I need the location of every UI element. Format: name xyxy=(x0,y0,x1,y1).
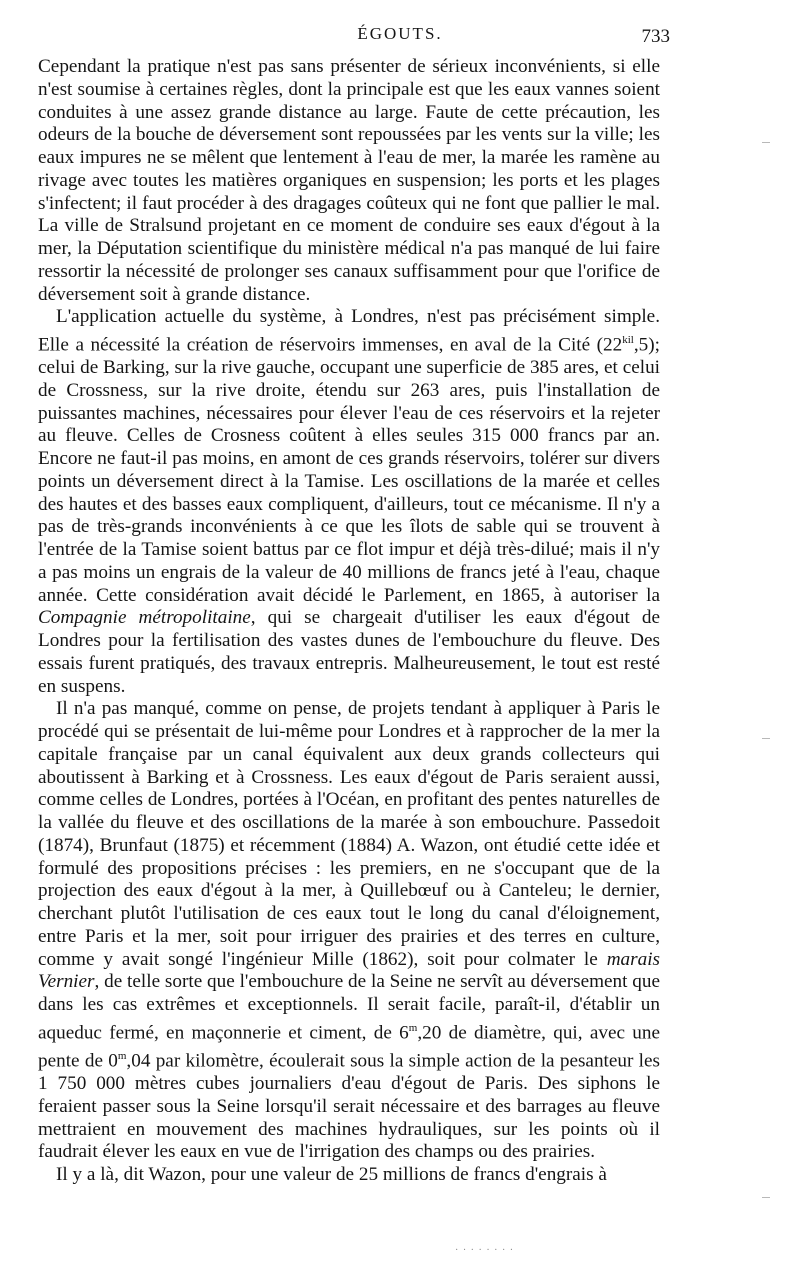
paragraph-1: Cependant la pratique n'est pas sans présenter de sérieux inconvénients, si elle n'est soumise à certaines règles, dont la principale est que les eaux vannes soient conduites à une assez grande distance au large. Faute de cette précaution, les odeurs de la bouche de déversement sont repoussées par les vents sur la ville; les eaux impures ne se mêlent que lentement à l'eau de mer, la marée les ramène au rivage avec toutes les matières organiques en suspension; les ports et les plages s'infectent; il faut procéder à des dragages coûteux qui ne font que pallier le mal. La ville de Stralsund projetant en ce moment de conduire ses eaux d'égout à la mer, la Députation scientifique du ministère médical n'a pas manqué de lui faire ressortir la nécessité de prolonger ses canaux suffisamment pour que l'orifice de déversement soit à grande distance. xyxy=(38,56,660,305)
paragraph-2-text-c: , qui se chargeait d'utiliser les eaux d'égout de Londres pour la fertilisation des vastes dunes de l'embouchure du fleuve. Des essais furent pratiqués, des travaux entrepris. Malheureusement, le tout est resté en suspens. xyxy=(38,607,660,697)
edge-mark xyxy=(762,142,770,143)
paragraph-3 xyxy=(38,698,660,1164)
paragraph-3-text-b: , de telle sorte que l'embouchure de la Seine ne servît au déversement que dans les cas extrêmes et exceptionnels. Il serait facile, paraît-il, d'établir un aqueduc fermé, en maçonnerie et ciment, de 6 xyxy=(38,971,660,1044)
superscript-kil: kil xyxy=(622,334,634,346)
paragraph-4: Il y a là, dit Wazon, pour une valeur de 25 millions de francs d'engrais à xyxy=(56,1164,607,1186)
italic-place-name: marais Vernier xyxy=(38,948,660,993)
superscript-m-2: m xyxy=(117,1050,127,1063)
paragraph-2-text-a: L'application actuelle du système, à Londres, n'est pas précisément simple. Elle a nécessité la création de réservoirs immenses, en aval de la Cité (22 xyxy=(38,306,660,356)
running-head: ÉGOUTS. xyxy=(357,24,443,43)
paragraph-3-text-d: ,04 par kilomètre, écoulerait sous la simple action de la pesanteur les 1 750 000 mètres cubes journaliers d'eau d'égout de Paris. Des siphons le feraient passer sous la Seine lorsqu'il serait nécessaire et des barrages au fleuve mettraient en mouvement des machines hydrauliques, sur les points où il faudrait élever les eaux en vue de l'irrigation des champs ou des prairies. xyxy=(38,1050,660,1163)
edge-mark xyxy=(762,738,770,739)
paragraph-2 xyxy=(38,306,660,698)
page-number: 733 xyxy=(641,26,670,47)
scan-footer-artifact: · · · · · · · · xyxy=(455,1245,515,1256)
paragraph-2-text-b: ,5); celui de Barking, sur la rive gauche, occupant une superficie de 385 ares, et celui de Crossness, sur la rive droite, étendu sur 263 ares, puis l'installation de puissantes machines, nécessaires pour élever l'eau de ces réservoirs et la rejeter au fleuve. Celles de Crosness coûtent à elles seules 315 000 francs par an. Encore ne faut-il pas moins, en amont de ces grands réservoirs, tolérer sur divers points un déversement direct à la Tamise. Les oscillations de la marée et celles des hautes et des basses eaux compliquent, d'ailleurs, tout ce mécanisme. Il n'y a pas de très-grands inconvénients à ce que les îlots de sable qui se trouvent à l'entrée de la Tamise soient battus par ce flot impur et déjà très-dilué; mais il n'y a pas moins un engrais de la valeur de 40 millions de francs jeté à l'eau, chaque année. Cette considération avait décidé le Parlement, en 1865, à autoriser la xyxy=(38,334,660,606)
body-text xyxy=(38,56,660,1187)
edge-mark xyxy=(762,1197,770,1198)
superscript-m-1: m xyxy=(408,1021,418,1034)
paragraph-3-text-a: Il n'a pas manqué, comme on pense, de projets tendant à appliquer à Paris le procédé qui se présentait de lui-même pour Londres et à rapprocher de la mer la capitale française par un canal équivalent aux deux grands collecteurs qui aboutissent à Barking et à Crossness. Les eaux d'égout de Paris seraient aussi, comme celles de Londres, portées à l'Océan, en profitant des pentes naturelles de la vallée du fleuve et des oscillations de la marée à son embouchure. Passedoit (1874), Brunfaut (1875) et récemment (1884) A. Wazon, ont étudié cette idée et formulé des propositions précises : les premiers, en ne s'occupant que de la projection des eaux d'égout à la mer, à Quillebœuf ou à Canteleu; le dernier, cherchant plutôt l'utilisation de ces eaux tout le long du canal d'éloignement, entre Paris et la mer, soit pour irriguer des prairies et des terres en culture, comme y avait songé l'ingénieur Mille (1862), soit pour colmater le xyxy=(38,698,660,970)
paragraph-3-text-c: ,20 de diamètre, qui, avec une pente de 0 xyxy=(38,1022,660,1072)
italic-company-name: Compagnie métropolitaine xyxy=(38,607,251,629)
